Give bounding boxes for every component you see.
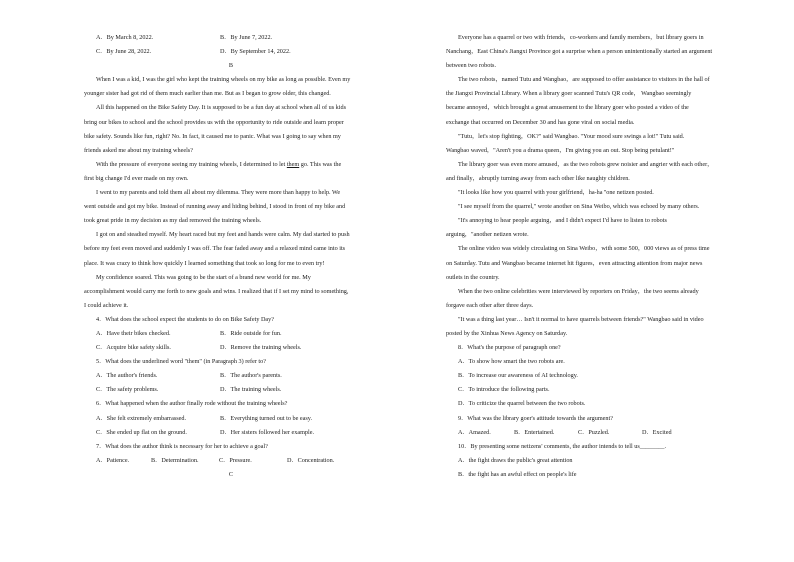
passage-c-line: outlets in the country. <box>446 273 500 281</box>
passage-b-line: place. It was crazy to think how quickly I learned something that took so long for me to even try! <box>84 259 325 267</box>
q6-options-row-1 <box>84 412 378 426</box>
passage-b-line: My confidence soared. This was going to be the start of a brand new world for me. My <box>96 273 311 281</box>
q9-option-a[interactable]: A．Amazed. <box>458 428 491 436</box>
q6-option-a[interactable]: A．She felt extremely embarrassed. <box>96 414 187 422</box>
q10-option-a[interactable]: A．the fight draws the public's great attention <box>458 456 573 464</box>
passage-c-line: forgave each other after three days. <box>446 301 534 309</box>
q3-option-a[interactable]: A．By March 8, 2022. <box>96 34 154 41</box>
passage-c-line: between two robots. <box>446 62 497 70</box>
q8-option-d[interactable]: D．To criticize the quarrel between the two robots. <box>458 400 586 408</box>
q5-option-a[interactable]: A．The author's friends. <box>96 372 158 380</box>
q3-option-c[interactable]: C．By June 28, 2022. <box>96 48 152 56</box>
passage-c-line: and finally，abruptly turning away from each other like naughty children. <box>446 174 630 182</box>
passage-b-line: I got on and steadied myself. My heart raced but my feet and hands were calm. My dad started to push <box>96 231 350 239</box>
q4-stem: 4．What does the school expect the students to do on Bike Safety Day? <box>96 315 275 323</box>
section-marker-c: C <box>228 470 234 478</box>
q7-option-a[interactable]: A．Patience. <box>96 456 130 464</box>
q4-option-a[interactable]: A．Have their bikes checked. <box>96 329 171 337</box>
q8-option-a[interactable]: A．To show how smart the two robots are. <box>458 358 565 366</box>
passage-b-line: All this happened on the Bike Safety Day. It is supposed to be a fun day at school when all of us kids <box>96 104 346 112</box>
passage-b-line: first big change I'd ever made on my own. <box>84 174 189 182</box>
passage-c-line: "It looks like how you quarrel with your girlfriend，ha-ha ''one netizen posted. <box>458 189 654 197</box>
passage-c-line: became annoyed，which brought a great amusement to the library goer who posted a video of the <box>446 104 689 112</box>
passage-b-line: took great pride in my decision as my dad removed the training wheels. <box>84 217 262 225</box>
q6-option-b[interactable]: B．Everything turned out to be easy. <box>220 414 313 422</box>
q9-stem: 9．What was the library goer's attitude towards the argument? <box>458 414 613 422</box>
passage-c-line: arguing，"another netizen wrote. <box>446 231 529 239</box>
q5-options-row-2 <box>84 383 378 397</box>
passage-c-line: posted by the Xinhua News Agency on Saturday. <box>446 329 568 337</box>
passage-b-line: went outside and got my bike. Instead of running away and hiding behind, I stood in front of my bike and <box>84 203 346 211</box>
q4-options-row-2 <box>84 341 378 355</box>
passage-c-line: exchange that occurred on December 30 and has gone viral on social media. <box>446 118 635 126</box>
q4-option-d[interactable]: D．Remove the training wheels. <box>220 344 302 352</box>
q3-option-b[interactable]: B．By June 7, 2022. <box>220 34 273 41</box>
passage-b-line: before my feet even moved and suddenly I was off. The fear faded away and a relaxed mind came into its <box>84 245 346 253</box>
passage-c-line: "Tutu，let's stop fighting，OK?" said Wangbao. "Your mood sure swings a lot!" Tutu said. <box>458 132 685 140</box>
passage-c-line: on Saturday. Tutu and Wangbao became internet hit figures，even attracting attention from major news <box>446 259 703 267</box>
passage-b-line: younger sister had got rid of them much earlier than me. But as I began to grow older, this changed. <box>84 90 331 98</box>
q9-options-row <box>446 426 751 440</box>
passage-c-line: The library goer was even more amused，as the two robots grew noisier and angrier with each other， <box>458 160 714 168</box>
q9-option-b[interactable]: B．Entertained. <box>514 428 555 436</box>
q9-option-c[interactable]: C．Puzzled. <box>578 428 610 436</box>
q7-option-d[interactable]: D．Concentration. <box>287 456 335 464</box>
passage-b-line: friends asked me about my training wheels? <box>84 146 193 154</box>
q6-option-d[interactable]: D．Her sisters followed her example. <box>220 428 314 436</box>
q3-options-row-2 <box>84 45 378 59</box>
passage-b-line: I went to my parents and told them all about my dilemma. They were more than happy to help. We <box>96 189 341 197</box>
passage-b-line: bring our bikes to school and the school provides us with the opportunity to ride outside and learn proper <box>84 118 344 126</box>
section-marker-b: B <box>228 62 234 70</box>
q3-options-row-1 <box>84 31 378 45</box>
q7-options-row <box>84 454 378 468</box>
passage-c-line: Nanchang，East China's Jiangxi Province got a surprise when a person unintentionally started an argument <box>446 48 713 56</box>
passage-b-line: I could achieve it. <box>84 301 129 309</box>
q6-option-c[interactable]: C．She ended up flat on the ground. <box>96 428 187 436</box>
q4-option-b[interactable]: B．Ride outside for fun. <box>220 329 282 337</box>
q6-options-row-2 <box>84 426 378 440</box>
passage-c-line: When the two online celebrities were interviewed by reporters on Friday，the two seems already <box>458 287 699 295</box>
passage-c-line: The two robots，named Tutu and Wangbao，are supposed to offer assistance to visitors in the hall of <box>458 76 710 84</box>
passage-b-line: accomplishment would carry me forth to new goals and wins. I realized that if I set my mind to something, <box>84 287 349 295</box>
q4-option-c[interactable]: C．Acquire bike safety skills. <box>96 344 171 352</box>
q7-stem: 7．What does the author think is necessary for her to achieve a goal? <box>96 442 268 450</box>
passage-b-line-with-underline <box>84 158 378 172</box>
q7-option-b[interactable]: B．Determination. <box>151 456 199 464</box>
q5-option-d[interactable]: D．The training wheels. <box>220 386 282 394</box>
q5-stem: 5．What does the underlined word "them" (in Paragraph 3) refer to? <box>96 358 266 366</box>
q5-options-row-1 <box>84 369 378 383</box>
q10-stem: 10．By presenting some netizens' comments, the author intends to tell us________. <box>458 442 667 450</box>
q7-option-c[interactable]: C．Pressure. <box>219 456 252 464</box>
passage-c-line: the Jiangxi Provincial Library. When a library goer scanned Tutu's QR code， Wangbao seemingly <box>446 90 692 98</box>
passage-b-line: When I was a kid, I was the girl who kept the training wheels on my bike as long as possible. Even my <box>96 76 351 84</box>
q6-stem: 6．What happened when the author finally rode without the training wheels? <box>96 400 288 408</box>
passage-c-line: "It's annoying to hear people arguing，and I didn't expect I'd have to listen to robots <box>458 217 667 225</box>
left-column <box>84 31 378 482</box>
q8-option-b[interactable]: B．To increase our awareness of AI technology. <box>458 372 578 380</box>
passage-c-line: Wangbao waved，"Aren't you a drama queen，I'm giving you an out. Stop being petulant!" <box>446 146 675 154</box>
q8-stem: 8．What's the purpose of paragraph one? <box>458 344 561 352</box>
passage-c-line: "I see myself from the quarrel," wrote another on Sina Weibo, which was echoed by many others. <box>458 203 700 211</box>
q10-option-b[interactable]: B．the fight has an awful effect on people's life <box>458 470 577 478</box>
passage-b-line: bike safety. Sounds like fun, right? No. In fact, it caused me to panic. What was I going to say when my <box>84 132 341 140</box>
passage-b-text: go. This was the <box>299 160 342 168</box>
q9-option-d[interactable]: D．Excited <box>642 428 672 436</box>
passage-c-line: Everyone has a quarrel or two with friends，co-workers and family members，but library goers in <box>458 34 704 41</box>
passage-b-text: With the pressure of everyone seeing my training wheels, I determined to let <box>96 160 286 168</box>
q4-options-row-1 <box>84 327 378 341</box>
passage-c-line: The online video was widely circulating on Sina Weibo，with some 500，000 views as of press time <box>458 245 710 253</box>
q8-option-c[interactable]: C．To introduce the following parts. <box>458 386 550 394</box>
underlined-word-them: them <box>286 160 300 168</box>
q5-option-c[interactable]: C．The safety problems. <box>96 386 159 394</box>
q5-option-b[interactable]: B．The author's parents. <box>220 372 282 380</box>
passage-c-line: "It was a thing last year… Isn't it normal to have quarrels between friends?" Wangbao said in video <box>458 315 704 323</box>
right-column <box>446 31 751 482</box>
q3-option-d[interactable]: D．By September 14, 2022. <box>220 48 291 56</box>
